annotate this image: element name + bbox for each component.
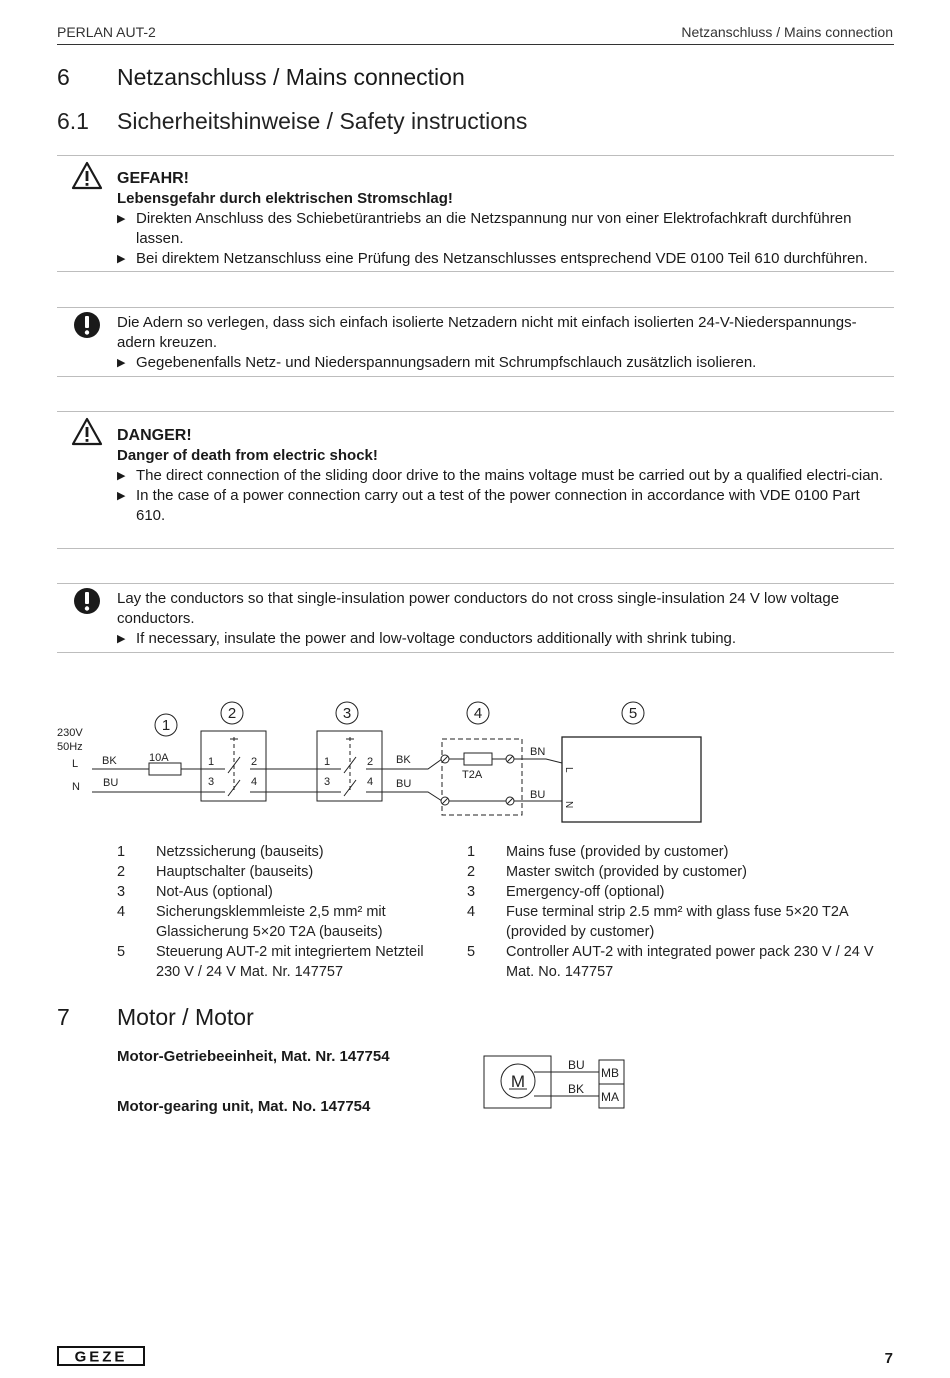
legend-row [117, 842, 442, 862]
divider [57, 583, 894, 584]
notice-gefahr [117, 169, 892, 269]
divider [57, 307, 894, 308]
wire-bu-label: BU [396, 778, 412, 790]
legend-number: 5 [117, 944, 126, 960]
wire-bn-label: BN [530, 746, 546, 758]
motor-symbol: M [510, 1072, 526, 1091]
motor-label-de: Motor-Getriebeeinheit, Mat. Nr. 147754 [117, 1048, 390, 1065]
wire-bk-label: BK [102, 755, 117, 767]
notice-title: GEFAHR! [117, 170, 189, 187]
legend-number: 1 [467, 844, 476, 860]
section-6-number: 6 [57, 64, 70, 90]
legend-row [117, 882, 442, 902]
warning-triangle-icon [71, 416, 103, 448]
legend-number: 4 [117, 904, 126, 920]
frequency-label: 50Hz [57, 741, 83, 753]
callout-1: 1 [161, 717, 171, 734]
notice-text: Lay the conductors so that single-insulation power conductors do not cross single-insulation 24 V low voltage conductors. [117, 590, 840, 627]
wire-bu-label: BU [568, 1058, 585, 1072]
legend-text: Controller AUT-2 with integrated power pack 230 V / 24 V Mat. No. 147757 [506, 944, 874, 980]
geze-logo [57, 1346, 145, 1366]
divider [57, 155, 894, 156]
legend-row [467, 882, 892, 902]
legend-row [467, 942, 892, 982]
legend-number: 5 [467, 944, 476, 960]
contact-label: 2 [251, 756, 258, 768]
motor-label-en: Motor-gearing unit, Mat. No. 147754 [117, 1098, 371, 1115]
header-section: Netzanschluss / Mains connection [681, 24, 893, 40]
divider [57, 376, 894, 377]
notice-danger [117, 426, 892, 526]
legend-number: 1 [117, 844, 126, 860]
page-number: 7 [884, 1350, 893, 1367]
notice-title: DANGER! [117, 427, 192, 444]
divider [57, 271, 894, 272]
callout-3: 3 [342, 705, 352, 722]
legend-number: 2 [117, 864, 126, 880]
notice-item: ▶ Gegebenenfalls Netz- und Niederspannungsadern mit Schrumpfschlauch zusätzlich isolieren. [117, 353, 892, 373]
notice-info-de [117, 313, 892, 373]
divider [57, 411, 894, 412]
contact-label: 2 [367, 756, 374, 768]
legend-row [467, 902, 892, 942]
legend-text: Emergency-off (optional) [506, 884, 665, 900]
legend-text: Hauptschalter (bauseits) [156, 864, 314, 880]
warning-triangle-icon [71, 160, 103, 192]
legend-number: 2 [467, 864, 476, 880]
notice-item: ▶ The direct connection of the sliding door drive to the mains voltage must be carried out by a qualified electri-cian. [117, 466, 892, 486]
section-6-1-title: Sicherheitshinweise / Safety instructions [117, 108, 528, 134]
notice-item: ▶ In the case of a power connection carry out a test of the power connection in accordance with VDE 0100 Part 610. [117, 486, 892, 526]
callout-5: 5 [628, 705, 638, 722]
controller-n-label: N [563, 801, 574, 809]
fuse-10a-label: 10A [149, 752, 169, 764]
legend-text: Sicherungsklemmleiste 2,5 mm² mit Glassicherung 5×20 T2A (bauseits) [156, 904, 386, 940]
legend-number: 4 [467, 904, 476, 920]
legend-de [117, 842, 442, 982]
contact-label: 1 [324, 756, 331, 768]
fuse-t2a-label: T2A [462, 769, 483, 781]
section-6-1-number: 6.1 [57, 108, 89, 134]
notice-item: ▶ Direkten Anschluss des Schiebetürantriebs an die Netzspannung nur von einer Elektrofachkraft durchführen lassen. [117, 209, 892, 249]
callout-2: 2 [227, 705, 237, 722]
notice-text: Die Adern so verlegen, dass sich einfach isolierte Netzadern nicht mit einfach isolierten 24-V-Niederspannungs-adern kreuzen. [117, 314, 857, 351]
voltage-label: 230V [57, 727, 83, 739]
legend-row [467, 842, 892, 862]
section-7-title: Motor / Motor [117, 1004, 254, 1030]
exclamation-circle-icon [71, 585, 103, 617]
wire-bu-label: BU [103, 777, 119, 789]
header-divider [57, 44, 894, 45]
section-6-title: Netzanschluss / Mains connection [117, 64, 465, 90]
legend-en [467, 842, 892, 982]
line-n-label: N [72, 781, 80, 793]
controller-l-label: L [563, 767, 574, 773]
legend-row [117, 902, 442, 942]
contact-label: 4 [367, 776, 374, 788]
contact-label: 4 [251, 776, 258, 788]
legend-number: 3 [467, 884, 476, 900]
legend-row [117, 862, 442, 882]
wiring-diagram [50, 695, 720, 830]
line-l-label: L [72, 758, 79, 770]
callout-4: 4 [473, 705, 483, 722]
exclamation-circle-icon [71, 309, 103, 341]
divider [57, 548, 894, 549]
wire-bu-label: BU [530, 789, 546, 801]
notice-info-en [117, 589, 892, 649]
terminal-mb-label: MB [601, 1066, 619, 1080]
wire-bk-label: BK [396, 754, 411, 766]
contact-label: 1 [208, 756, 215, 768]
section-7-number: 7 [57, 1004, 70, 1030]
notice-item: ▶ If necessary, insulate the power and low-voltage conductors additionally with shrink tubing. [117, 629, 892, 649]
contact-label: 3 [324, 776, 331, 788]
legend-text: Not-Aus (optional) [156, 884, 273, 900]
legend-text: Master switch (provided by customer) [506, 864, 747, 880]
legend-row [117, 942, 442, 982]
notice-item: ▶ Bei direktem Netzanschluss eine Prüfung des Netzanschlusses entsprechend VDE 0100 Teil 610 durchführen. [117, 249, 892, 269]
motor-diagram [480, 1052, 630, 1114]
notice-subtitle: Lebensgefahr durch elektrischen Stromschlag! [117, 190, 453, 207]
legend-text: Fuse terminal strip 2.5 mm² with glass fuse 5×20 T2A (provided by customer) [506, 904, 848, 940]
legend-number: 3 [117, 884, 126, 900]
divider [57, 652, 894, 653]
header-product: PERLAN AUT-2 [57, 24, 156, 40]
contact-label: 3 [208, 776, 215, 788]
legend-text: Steuerung AUT-2 mit integriertem Netzteil 230 V / 24 V Mat. Nr. 147757 [156, 944, 424, 980]
legend-row [467, 862, 892, 882]
notice-subtitle: Danger of death from electric shock! [117, 447, 378, 464]
logo-text: GEZE [74, 1348, 128, 1366]
legend-text: Netzssicherung (bauseits) [156, 844, 324, 860]
terminal-ma-label: MA [601, 1090, 619, 1104]
legend-text: Mains fuse (provided by customer) [506, 844, 729, 860]
wire-bk-label: BK [568, 1082, 585, 1096]
